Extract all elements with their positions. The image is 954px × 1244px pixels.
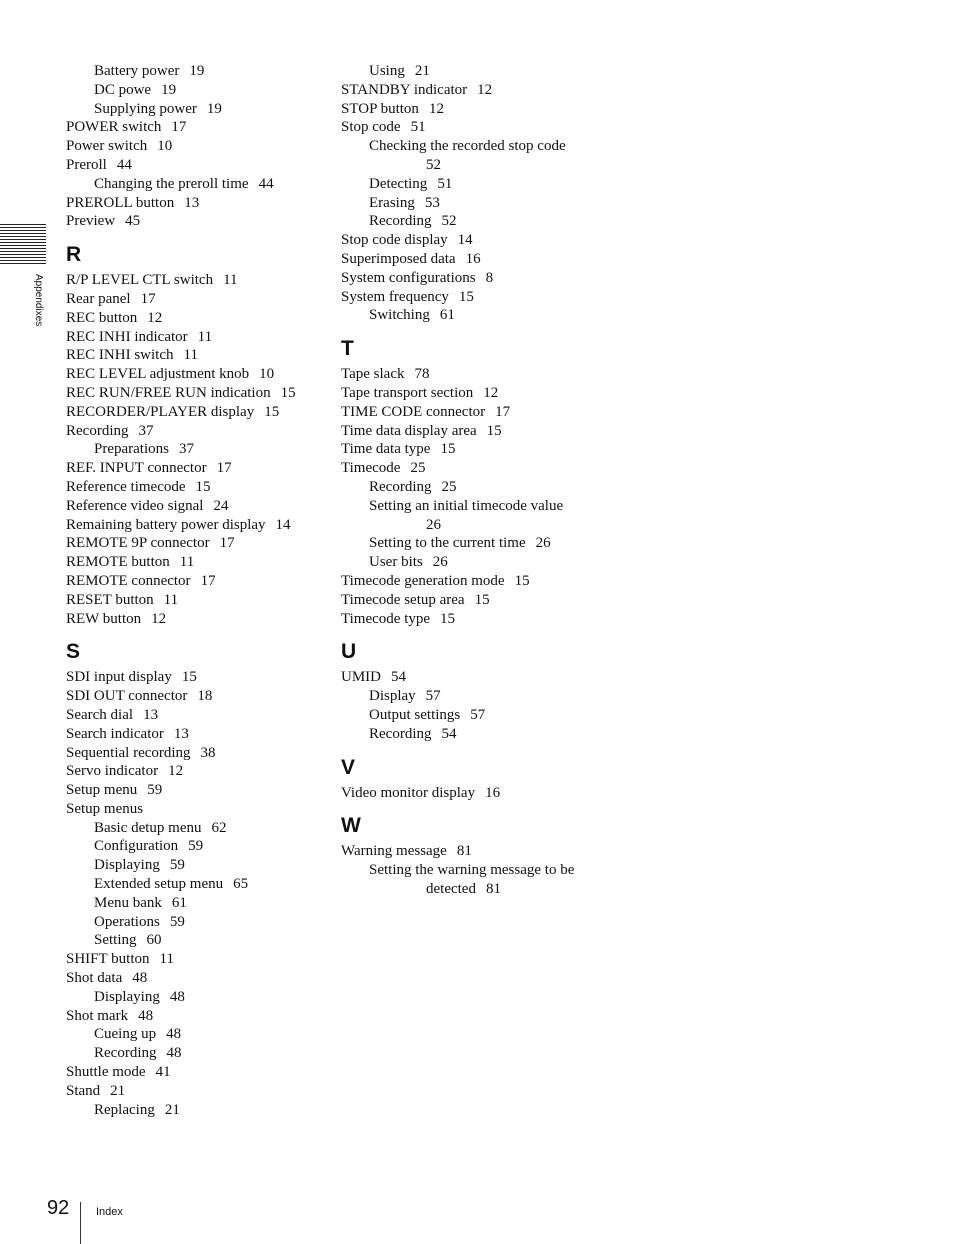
entry-page-number: 10 (259, 366, 275, 383)
entry-page-number: 37 (138, 422, 154, 439)
index-subentry (341, 706, 601, 725)
entry-term: Recording (94, 1045, 157, 1062)
entry-term: REMOTE button (66, 554, 170, 571)
entry-term: Shuttle mode (66, 1064, 146, 1081)
entry-term: Tape slack (341, 366, 405, 383)
entry-page-number: 11 (223, 272, 238, 289)
entry-term: Display (369, 688, 416, 705)
entry-page-number: 25 (410, 460, 426, 477)
index-entry (66, 950, 326, 969)
entry-term: Erasing (369, 194, 415, 211)
entry-term: Timecode setup area (341, 591, 465, 608)
entry-page-number: 14 (457, 232, 473, 249)
index-letter-heading: V (341, 755, 356, 779)
index-subentry (66, 440, 326, 459)
entry-term: Setup menu (66, 782, 138, 799)
index-entry (66, 156, 326, 175)
entry-term: Preparations (94, 441, 169, 458)
entry-page-number: 11 (159, 951, 174, 968)
entry-term: UMID (341, 669, 381, 686)
entry-term: System configurations (341, 269, 476, 286)
index-subentry (66, 1044, 326, 1063)
index-entry (66, 403, 326, 422)
entry-page-number: 48 (138, 1007, 154, 1024)
entry-page-number: 10 (157, 138, 173, 155)
entry-page-number: 12 (483, 384, 499, 401)
index-entry (341, 384, 601, 403)
entry-page-number: 59 (147, 782, 163, 799)
entry-page-number: 44 (116, 156, 132, 173)
entry-page-number: 54 (391, 669, 406, 686)
index-letter-heading: U (341, 640, 357, 664)
index-entry (66, 687, 326, 706)
entry-term: TIME CODE connector (341, 403, 486, 420)
index-subentry (341, 687, 601, 706)
index-entry (341, 459, 601, 478)
entry-page-number: 37 (178, 441, 194, 458)
index-entry (66, 706, 326, 725)
entry-page-number: 52 (426, 156, 441, 173)
entry-term: STANDBY indicator (341, 81, 468, 98)
index-entry (341, 269, 601, 288)
entry-page-number: 15 (514, 572, 530, 589)
entry-term: User bits (369, 554, 423, 571)
entry-term: Preroll (66, 156, 107, 173)
index-entry (66, 800, 326, 819)
index-entry (341, 610, 601, 629)
entry-term: Power switch (66, 138, 148, 155)
entry-term: REC INHI switch (66, 347, 174, 364)
index-subentry (66, 913, 326, 932)
index-subentry (66, 894, 326, 913)
entry-term: Superimposed data (341, 250, 456, 267)
index-entry (66, 365, 326, 384)
entry-page-number: 12 (151, 610, 167, 627)
index-entry (341, 422, 601, 441)
entry-term: Displaying (94, 988, 160, 1005)
entry-term: Preview (66, 213, 116, 230)
index-subentry (66, 837, 326, 856)
index-entry (341, 842, 601, 861)
index-entry (341, 118, 601, 137)
entry-page-number: 18 (197, 688, 213, 705)
index-entry (66, 346, 326, 365)
entry-page-number: 17 (200, 572, 216, 589)
entry-term: Recording (369, 478, 432, 495)
index-entry (341, 250, 601, 269)
footer-section-label: Index (96, 1206, 123, 1218)
entry-page-number: 17 (216, 460, 232, 477)
entry-term: Setup menus (66, 800, 144, 817)
index-entry (66, 762, 326, 781)
index-letter-heading: S (66, 640, 81, 664)
index-entry (341, 591, 601, 610)
entry-term: Search dial (66, 706, 134, 723)
entry-term: REC button (66, 309, 138, 326)
index-column-right (341, 62, 601, 899)
index-entry (66, 610, 326, 629)
entry-term: PREROLL button (66, 194, 175, 211)
index-entry (66, 572, 326, 591)
entry-page-number: 78 (414, 366, 430, 383)
entry-page-number: 14 (275, 516, 291, 533)
index-entry (341, 100, 601, 119)
entry-term: DC powe (94, 81, 152, 98)
index-entry (66, 137, 326, 156)
entry-page-number: 12 (168, 763, 184, 780)
index-entry (66, 1007, 326, 1026)
entry-page-number: 12 (477, 81, 493, 98)
index-entry (66, 194, 326, 213)
index-subentry (66, 856, 326, 875)
index-letter-heading: T (341, 337, 354, 361)
entry-page-number: 15 (440, 441, 456, 458)
entry-page-number: 15 (195, 478, 211, 495)
entry-term: Configuration (94, 838, 179, 855)
index-subentry (66, 1101, 326, 1120)
entry-term: Time data display area (341, 422, 477, 439)
entry-term: Stop code (341, 119, 401, 136)
entry-term: Operations (94, 913, 160, 930)
entry-page-number: 26 (535, 535, 551, 552)
entry-page-number: 21 (414, 63, 430, 79)
entry-term: Stop code display (341, 232, 448, 249)
entry-term: Reference video signal (66, 497, 204, 514)
entry-page-number: 12 (147, 309, 163, 326)
entry-page-number: 11 (179, 554, 195, 571)
entry-page-number: 15 (280, 384, 296, 401)
index-entry (66, 516, 326, 535)
index-entry (341, 440, 601, 459)
index-entry (66, 309, 326, 328)
section-side-label: Appendixes (33, 274, 44, 327)
page-number: 92 (47, 1197, 70, 1219)
entry-page-number: 48 (169, 988, 185, 1005)
index-entry (66, 668, 326, 687)
index-entry (66, 1082, 326, 1101)
entry-term: REC RUN/FREE RUN indication (66, 384, 271, 401)
entry-page-number: 13 (184, 194, 200, 211)
entry-term: Changing the preroll time (94, 175, 249, 192)
entry-term: System frequency (341, 288, 449, 305)
index-subentry (66, 1025, 326, 1044)
index-letter-heading: W (341, 814, 361, 838)
entry-term: Stand (66, 1082, 101, 1099)
section-tab-marker (0, 224, 46, 266)
entry-page-number: 17 (171, 119, 187, 136)
entry-page-number: 61 (171, 894, 187, 911)
entry-page-number: 21 (110, 1082, 126, 1099)
entry-page-number: 62 (211, 819, 227, 836)
index-entry (66, 591, 326, 610)
entry-page-number: 52 (441, 213, 457, 230)
entry-page-number: 19 (161, 81, 177, 98)
index-subentry (341, 553, 601, 572)
entry-page-number: 8 (485, 269, 494, 286)
entry-term: Setting the warning message to be (369, 862, 575, 879)
entry-term: POWER switch (66, 119, 162, 136)
entry-term: SDI input display (66, 669, 172, 686)
entry-term: STOP button (341, 100, 419, 117)
index-subentry (341, 175, 601, 194)
entry-page-number: 15 (486, 422, 502, 439)
entry-page-number: 15 (474, 591, 490, 608)
entry-page-number: 26 (426, 516, 441, 533)
entry-page-number: 51 (410, 119, 426, 136)
entry-page-number: 45 (125, 213, 141, 230)
index-subentry (341, 194, 601, 213)
entry-page-number: 26 (432, 554, 448, 571)
entry-term: R/P LEVEL CTL switch (66, 272, 214, 289)
entry-term: RESET button (66, 591, 154, 608)
index-subentry (341, 137, 601, 156)
index-subentry (341, 497, 601, 516)
entry-term: Recording (66, 422, 129, 439)
index-entry (66, 422, 326, 441)
index-entry (66, 384, 326, 403)
entry-page-number: 65 (233, 876, 249, 893)
entry-page-number: 13 (173, 725, 189, 742)
entry-page-number: 38 (200, 744, 216, 761)
index-column-left (66, 62, 326, 1119)
entry-page-number: 15 (181, 669, 197, 686)
entry-page-number: 15 (264, 403, 280, 420)
entry-page-number: 59 (188, 838, 204, 855)
entry-page-number: 11 (197, 328, 213, 345)
entry-page-number: 53 (424, 194, 440, 211)
index-entry (66, 553, 326, 572)
index-entry (66, 118, 326, 137)
index-entry (66, 725, 326, 744)
index-subentry (66, 62, 326, 81)
index-entry (341, 231, 601, 250)
index-entry (66, 781, 326, 800)
index-entry (341, 365, 601, 384)
index-subentry (341, 534, 601, 553)
entry-term: RECORDER/PLAYER display (66, 403, 255, 420)
entry-page-number: 59 (169, 857, 185, 874)
entry-page-number: 12 (428, 100, 444, 117)
entry-term: Cueing up (94, 1026, 157, 1043)
index-subentry (341, 880, 601, 899)
index-entry (66, 459, 326, 478)
entry-term: Checking the recorded stop code (369, 138, 566, 155)
entry-page-number: 48 (166, 1045, 182, 1062)
index-subentry (341, 212, 601, 231)
entry-page-number: 41 (155, 1064, 171, 1081)
index-entry (66, 290, 326, 309)
index-subentry (341, 725, 601, 744)
entry-term: Reference timecode (66, 478, 186, 495)
entry-term: Extended setup menu (94, 876, 224, 893)
index-entry (66, 1063, 326, 1082)
entry-page-number: 24 (213, 497, 229, 514)
entry-term: SDI OUT connector (66, 688, 188, 705)
index-entry (341, 403, 601, 422)
entry-term: Switching (369, 307, 430, 324)
entry-page-number: 17 (495, 403, 511, 420)
index-letter-heading: R (66, 243, 82, 267)
entry-page-number: 81 (456, 843, 472, 860)
entry-page-number: 15 (458, 288, 474, 305)
entry-term: detected (426, 880, 476, 897)
entry-term: Recording (369, 213, 432, 230)
index-subentry (341, 62, 601, 81)
entry-page-number: 21 (164, 1101, 180, 1118)
entry-term: Basic detup menu (94, 819, 202, 836)
entry-term: Shot data (66, 970, 123, 987)
entry-term: Supplying power (94, 100, 197, 117)
entry-page-number: 48 (132, 970, 148, 987)
entry-page-number: 61 (439, 307, 455, 324)
entry-page-number: 81 (485, 880, 501, 897)
index-entry (66, 534, 326, 553)
entry-term: Timecode (341, 460, 401, 477)
entry-term: Recording (369, 725, 432, 742)
index-subentry (66, 931, 326, 950)
index-subentry (66, 81, 326, 100)
entry-term: Setting an initial timecode value (369, 497, 564, 514)
entry-page-number: 17 (219, 535, 235, 552)
index-subentry (66, 100, 326, 119)
entry-page-number: 11 (183, 347, 198, 364)
entry-term: Detecting (369, 175, 428, 192)
entry-page-number: 11 (163, 591, 179, 608)
index-entry (341, 288, 601, 307)
index-entry (66, 969, 326, 988)
entry-term: Battery power (94, 63, 180, 79)
index-entry (66, 271, 326, 290)
index-entry (66, 744, 326, 763)
entry-page-number: 60 (146, 932, 162, 949)
index-entry (66, 478, 326, 497)
entry-page-number: 19 (206, 100, 222, 117)
entry-page-number: 57 (470, 706, 486, 723)
entry-term: Rear panel (66, 290, 131, 307)
index-entry (66, 497, 326, 516)
entry-term: Tape transport section (341, 384, 474, 401)
entry-term: REC LEVEL adjustment knob (66, 366, 250, 383)
entry-term: REF. INPUT connector (66, 460, 207, 477)
footer-divider (80, 1202, 81, 1244)
index-entry (341, 668, 601, 687)
index-subentry (66, 875, 326, 894)
entry-term: Replacing (94, 1101, 155, 1118)
entry-page-number: 48 (166, 1026, 182, 1043)
index-subentry (66, 988, 326, 1007)
entry-page-number: 25 (441, 478, 457, 495)
index-entry (341, 81, 601, 100)
entry-term: REW button (66, 610, 142, 627)
entry-page-number: 54 (441, 725, 457, 742)
entry-term: Setting (94, 932, 137, 949)
index-subentry (341, 516, 601, 535)
index-entry (66, 328, 326, 347)
entry-page-number: 16 (465, 250, 481, 267)
entry-page-number: 13 (143, 706, 159, 723)
entry-page-number: 17 (140, 290, 156, 307)
entry-page-number: 57 (425, 688, 441, 705)
entry-term: Setting to the current time (369, 535, 526, 552)
index-subentry (341, 478, 601, 497)
entry-page-number: 16 (485, 784, 501, 801)
index-entry (341, 784, 601, 803)
entry-term: REMOTE 9P connector (66, 535, 210, 552)
entry-term: Menu bank (94, 894, 162, 911)
entry-term: Using (369, 63, 405, 79)
entry-term: Shot mark (66, 1007, 129, 1024)
index-subentry (66, 819, 326, 838)
entry-term: REMOTE connector (66, 572, 191, 589)
entry-term: Displaying (94, 857, 160, 874)
entry-page-number: 19 (189, 63, 205, 79)
entry-term: Warning message (341, 843, 447, 860)
entry-term: REC INHI indicator (66, 328, 188, 345)
entry-term: Video monitor display (341, 784, 476, 801)
index-subentry (341, 306, 601, 325)
index-subentry (66, 175, 326, 194)
entry-term: Remaining battery power display (66, 516, 266, 533)
entry-term: Sequential recording (66, 744, 191, 761)
index-subentry (341, 861, 601, 880)
entry-term: Servo indicator (66, 763, 159, 780)
entry-page-number: 51 (437, 175, 453, 192)
entry-term: Timecode type (341, 610, 431, 627)
entry-term: Time data type (341, 441, 431, 458)
entry-term: Search indicator (66, 725, 164, 742)
index-subentry (341, 156, 601, 175)
entry-term: SHIFT button (66, 951, 150, 968)
entry-page-number: 15 (440, 610, 456, 627)
index-entry (341, 572, 601, 591)
entry-term: Timecode generation mode (341, 572, 505, 589)
entry-term: Output settings (369, 706, 461, 723)
entry-page-number: 44 (258, 175, 274, 192)
index-entry (66, 212, 326, 231)
entry-page-number: 59 (169, 913, 185, 930)
